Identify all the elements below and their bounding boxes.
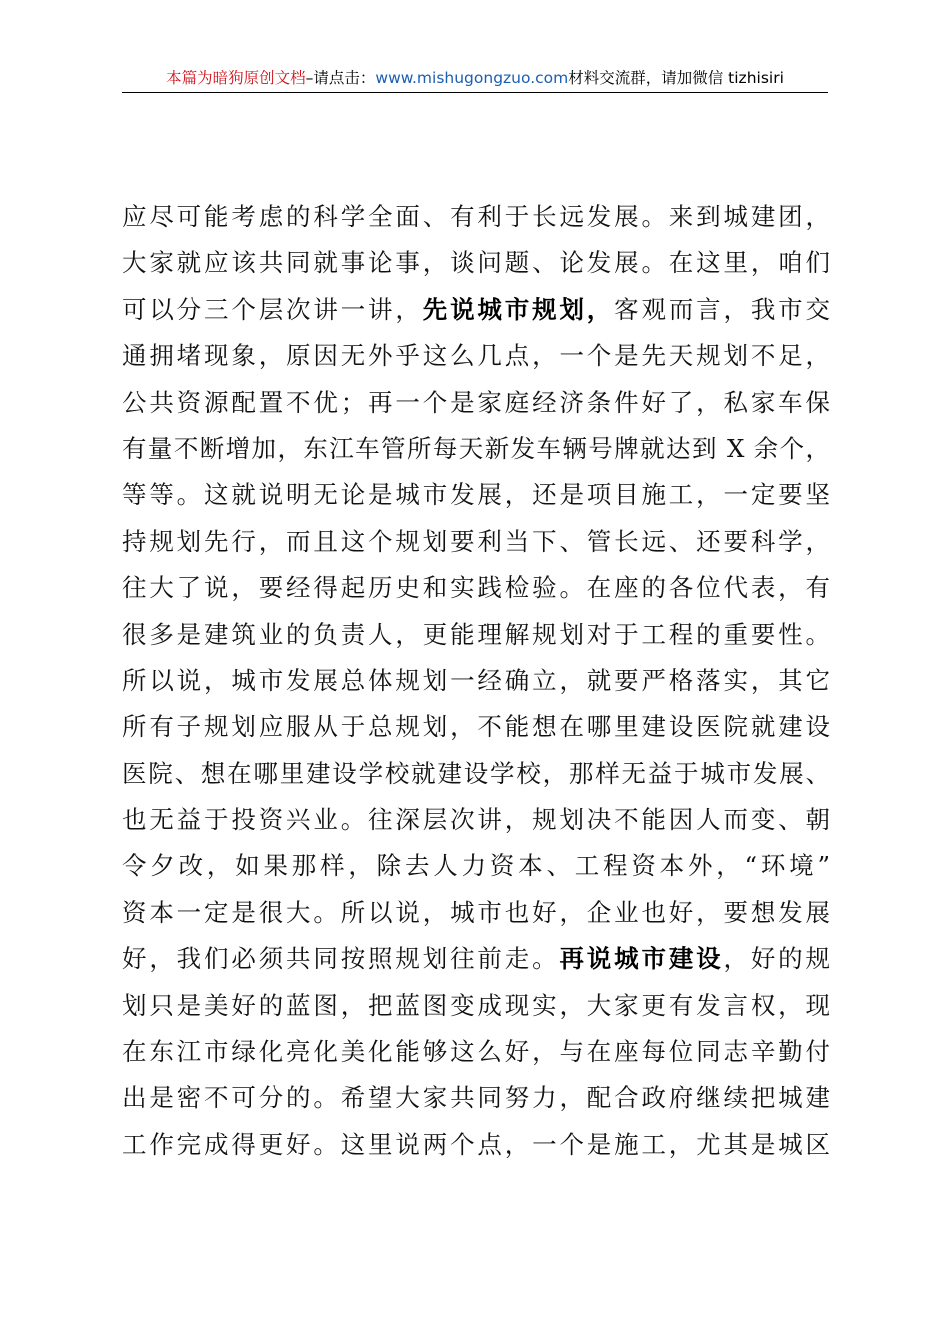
paragraph-line [122, 936, 830, 982]
header-website-link[interactable]: www.mishugongzuo.com [375, 69, 569, 87]
line-text: 很多是建筑业的负责人，更能理解规划对于工程的重要性。 [122, 619, 830, 649]
paragraph-line [122, 380, 830, 426]
line-text: 出是密不可分的。希望大家共同努力，配合政府继续把城建 [122, 1083, 830, 1113]
line-text: 令夕改，如果那样，除去人力资本、工程资本外，“环境” [122, 851, 830, 881]
line-text: 划只是美好的蓝图，把蓝图变成现实，大家更有发言权，现 [122, 990, 830, 1020]
line-text: 也无益于投资兴业。往深层次讲，规划决不能因人而变、朝 [122, 805, 830, 835]
line-text: 应尽可能考虑的科学全面、有利于长远发展。来到城建团， [122, 202, 830, 231]
paragraph-line [122, 1122, 830, 1168]
document-body [122, 194, 830, 1168]
paragraph-line [122, 983, 830, 1029]
header-notice-red: 本篇为暗狗原创文档 [166, 69, 306, 87]
line-text: 可以分三个层次讲一讲， [122, 294, 423, 324]
line-text: 通拥堵现象，原因无外乎这么几点，一个是先天规划不足， [122, 341, 830, 371]
paragraph-line [122, 472, 830, 518]
line-text: 等等。这就说明无论是城市发展，还是项目施工，一定要坚 [122, 480, 830, 510]
paragraph-line [122, 426, 830, 472]
paragraph-line [122, 658, 830, 704]
paragraph-line [122, 333, 830, 379]
line-text: 所以说，城市发展总体规划一经确立，就要严格落实，其它 [122, 665, 830, 695]
paragraph-line [122, 612, 830, 658]
paragraph-line [122, 890, 830, 936]
line-text: 客观而言，我市交 [614, 294, 831, 324]
line-text: 医院、想在哪里建设学校就建设学校，那样无益于城市发展、 [122, 758, 830, 788]
line-text: 持规划先行，而且这个规划要利当下、管长远、还要科学， [122, 526, 830, 556]
line-text: 所有子规划应服从于总规划，不能想在哪里建设医院就建设 [122, 712, 830, 742]
header-notice-prefix: –请点击： [305, 69, 376, 87]
line-text: 好，我们必须共同按照规划往前走。 [122, 944, 560, 974]
paragraph-line [122, 797, 830, 843]
line-text: 往大了说，要经得起历史和实践检验。在座的各位代表，有 [122, 573, 830, 603]
line-text: 工作完成得更好。这里说两个点，一个是施工，尤其是城区 [122, 1129, 830, 1159]
line-text: 大家就应该共同就事论事，谈问题、论发展。在这里，咱们 [122, 248, 830, 278]
paragraph-line [122, 240, 830, 286]
line-text: 公共资源配置不优；再一个是家庭经济条件好了，私家车保 [122, 387, 830, 417]
bold-heading-urban-construction: 再说城市建设 [559, 944, 724, 974]
line-text: 在东江市绿化亮化美化能够这么好，与在座每位同志辛勤付 [122, 1037, 830, 1067]
paragraph-line [122, 843, 830, 889]
line-text: ，好的规 [723, 944, 831, 974]
paragraph-line [122, 194, 830, 240]
paragraph-line [122, 519, 830, 565]
paragraph-line [122, 704, 830, 750]
page-header [122, 64, 828, 93]
header-notice-suffix: 材料交流群，请加微信 tizhisiri [568, 69, 784, 87]
paragraph-line [122, 1075, 830, 1121]
paragraph-line [122, 287, 830, 333]
paragraph-line [122, 565, 830, 611]
bold-heading-urban-planning: 先说城市规划， [422, 294, 615, 324]
paragraph-line [122, 751, 830, 797]
line-text: 资本一定是很大。所以说，城市也好，企业也好，要想发展 [122, 897, 830, 927]
line-text: 有量不断增加，东江车管所每天新发车辆号牌就达到 X 余个， [122, 433, 830, 463]
paragraph-line [122, 1029, 830, 1075]
